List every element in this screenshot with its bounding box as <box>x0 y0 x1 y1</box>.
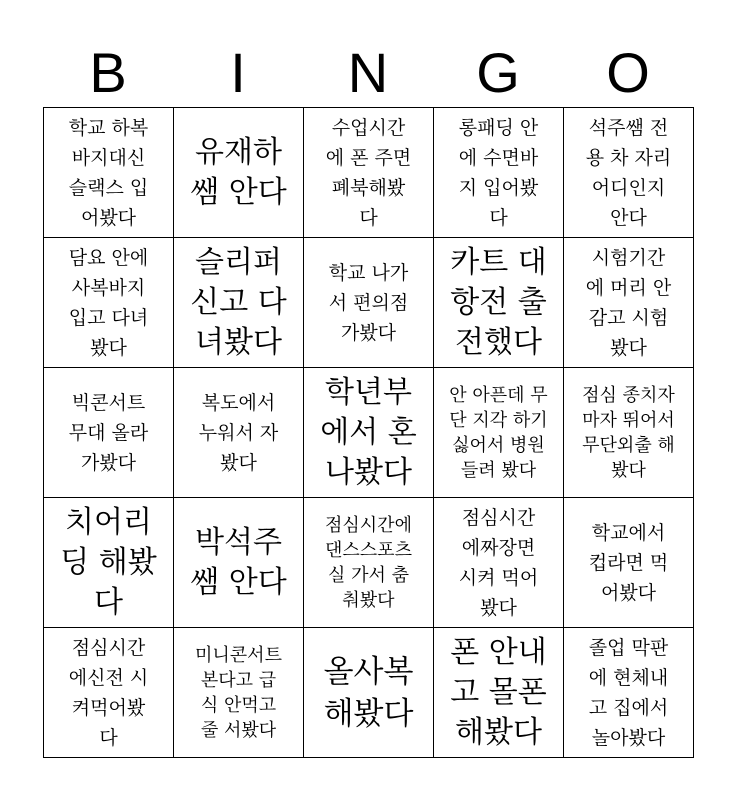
bingo-cell-text: 석주쌤 전 용 차 자리 어디인지 안다 <box>585 116 672 229</box>
header-letter-g: G <box>476 41 520 104</box>
bingo-cell-text: 점심시간 에신전 시 켜먹어봤 다 <box>68 636 149 749</box>
bingo-cell-text: 점심시간에 댄스스포츠 실 가서 춤 춰봤다 <box>325 514 412 611</box>
bingo-cell-text: 박석주 쌤 안다 <box>190 524 287 600</box>
bingo-cell[interactable] <box>44 498 174 628</box>
bingo-cell-text: 치어리 딩 해봤 다 <box>60 504 157 620</box>
bingo-cell[interactable] <box>304 108 434 238</box>
header-letter-b: B <box>89 41 127 104</box>
bingo-cell[interactable] <box>304 498 434 628</box>
bingo-cell-text: 유재하 쌤 안다 <box>190 134 287 210</box>
bingo-cell-text: 학교 나가 서 편의점 가봤다 <box>328 261 409 344</box>
bingo-cell[interactable] <box>304 628 434 758</box>
bingo-cell-text: 수업시간 에 폰 주면 폐북해봤 다 <box>325 116 412 229</box>
bingo-cell[interactable] <box>564 628 694 758</box>
bingo-cell[interactable] <box>304 238 434 368</box>
bingo-cell[interactable] <box>174 108 304 238</box>
bingo-cell[interactable] <box>44 108 174 238</box>
bingo-cell-text: 올사복 해봤다 <box>323 653 414 732</box>
bingo-cell[interactable] <box>174 628 304 758</box>
header-letter-i: I <box>230 41 246 104</box>
bingo-cell[interactable] <box>304 368 434 498</box>
bingo-cell-text: 슬리퍼 신고 다 녀봤다 <box>190 244 287 360</box>
bingo-cell-text: 점심시간 에짜장면 시켜 먹어 봤다 <box>458 506 539 619</box>
bingo-cell-text: 점심 종치자 마자 뛰어서 무단외출 해 봤다 <box>582 384 675 481</box>
header-letter-n: N <box>347 41 389 104</box>
bingo-cell[interactable] <box>564 368 694 498</box>
bingo-cell-text: 롱패딩 안 에 수면바 지 입어봤 다 <box>458 116 539 229</box>
bingo-cell-text: 학교 하복 바지대신 슬랙스 입 어봤다 <box>68 116 149 229</box>
bingo-cell[interactable] <box>434 368 564 498</box>
bingo-cell-text: 안 아픈데 무 단 지각 하기 싫어서 병원 들려 봤다 <box>449 384 548 481</box>
bingo-cell[interactable] <box>564 238 694 368</box>
bingo-cell[interactable] <box>174 238 304 368</box>
bingo-cell[interactable] <box>564 108 694 238</box>
bingo-cell-text: 빅콘서트 무대 올라 가봤다 <box>68 391 149 474</box>
bingo-cell-text: 카트 대 항전 출 전했다 <box>450 244 547 360</box>
bingo-cell[interactable] <box>434 238 564 368</box>
bingo-cell[interactable] <box>44 238 174 368</box>
bingo-cell[interactable] <box>434 628 564 758</box>
bingo-cell[interactable] <box>564 498 694 628</box>
bingo-cell-text: 폰 안내 고 몰폰 해봤다 <box>450 634 547 750</box>
bingo-cell-text: 미니콘서트 본다고 급 식 안먹고 줄 서봤다 <box>195 644 282 741</box>
bingo-cell[interactable] <box>174 498 304 628</box>
bingo-cell[interactable] <box>434 108 564 238</box>
bingo-cell-text: 졸업 막판 에 현체내 고 집에서 놀아봤다 <box>588 636 669 749</box>
bingo-cell[interactable] <box>44 368 174 498</box>
bingo-cell[interactable] <box>174 368 304 498</box>
bingo-cell-text: 담요 안에 사복바지 입고 다녀 봤다 <box>68 246 149 359</box>
bingo-cell-text: 학년부 에서 혼 나봤다 <box>320 374 417 490</box>
bingo-board <box>43 107 694 758</box>
bingo-cell-text: 시험기간 에 머리 안 감고 시험 봤다 <box>585 246 672 359</box>
bingo-header <box>43 40 693 106</box>
bingo-cell[interactable] <box>44 628 174 758</box>
bingo-cell[interactable] <box>434 498 564 628</box>
bingo-cell-text: 학교에서 컵라면 먹 어봤다 <box>588 521 669 604</box>
bingo-cell-text: 복도에서 누워서 자 봤다 <box>198 391 279 474</box>
header-letter-o: O <box>606 41 650 104</box>
